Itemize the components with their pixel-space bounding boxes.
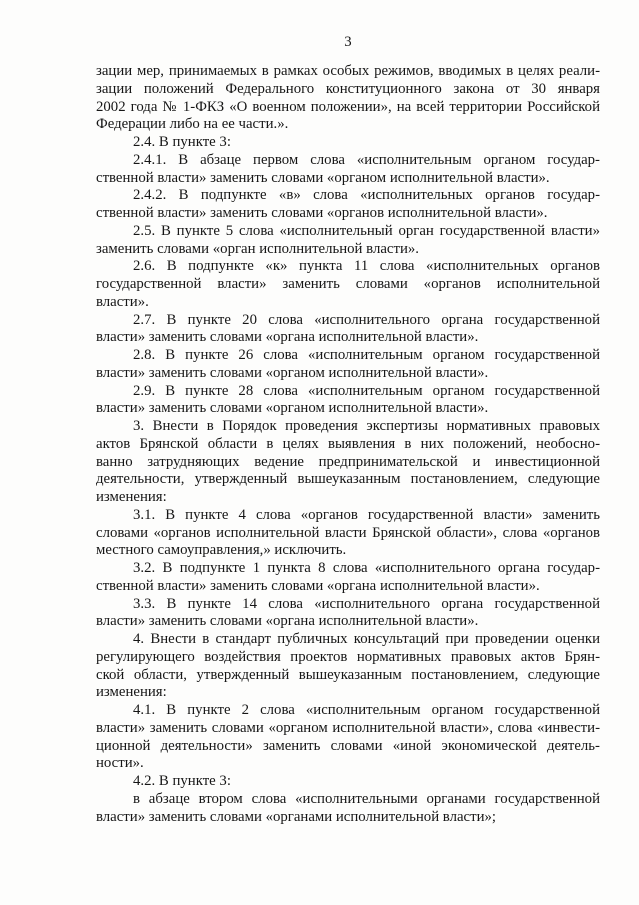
paragraph <box>96 223 600 259</box>
text-line: заменить словами «орган исполнительной власти». <box>96 240 419 257</box>
text-line: 2002 года № 1-ФКЗ «О военном положении», на всей территории Российской <box>96 98 600 115</box>
text-line: ности». <box>96 755 144 772</box>
text-line: ванно затрудняющих ведение предпринимательской и инвестиционной <box>96 453 600 470</box>
text-line: словами «органов исполнительной власти Брянской области», слова «органов <box>96 524 600 541</box>
paragraph <box>96 702 600 773</box>
paragraph <box>96 507 600 560</box>
paragraph <box>96 791 600 827</box>
text-line: власти» заменить словами «органом исполнительной власти», слова «инвести- <box>96 719 600 736</box>
text-line: ственной власти» заменить словами «органов исполнительной власти». <box>96 205 548 221</box>
text-line: власти» заменить словами «органа исполнительной власти». <box>96 613 479 630</box>
text-line: власти». <box>96 293 149 310</box>
text-line: 3.2. В подпункте 1 пункта 8 слова «исполнительного органа государ- <box>133 560 600 576</box>
text-line: 3.3. В пункте 14 слова «исполнительного органа государственной <box>133 595 600 612</box>
paragraph <box>96 383 600 419</box>
paragraph <box>96 596 600 632</box>
text-line: 4.1. В пункте 2 слова «исполнительным органом государственной <box>133 702 600 718</box>
text-line: Федерации либо на ее части.». <box>96 116 289 133</box>
text-line: 2.9. В пункте 28 слова «исполнительным органом государственной <box>133 382 600 399</box>
text-line: 2.7. В пункте 20 слова «исполнительного органа государственной <box>133 311 600 328</box>
text-line: местного самоуправления,» исключить. <box>96 542 347 559</box>
paragraph <box>96 152 600 188</box>
paragraph <box>96 63 600 134</box>
text-line: 2.5. В пункте 5 слова «исполнительный орган государственной власти» <box>133 222 600 239</box>
text-line: 3. Внести в Порядок проведения экспертизы нормативных правовых <box>133 418 600 434</box>
paragraph <box>96 347 600 383</box>
text-line: ской области, утвержденный вышеуказанным постановлением, следующие <box>96 666 600 683</box>
paragraph <box>96 187 600 223</box>
text-line: 3.1. В пункте 4 слова «органов государственной власти» заменить <box>133 506 600 523</box>
paragraph <box>96 258 600 311</box>
text-line: ционной деятельности» заменить словами «иной экономической деятель- <box>96 737 600 754</box>
text-line: государственной власти» заменить словами «органов исполнительной <box>96 276 600 292</box>
document-body <box>96 63 600 826</box>
text-line: власти» заменить словами «органа исполнительной власти». <box>96 329 479 346</box>
text-line: изменения: <box>96 684 167 701</box>
paragraph <box>96 418 600 507</box>
text-line: зации мер, принимаемых в рамках особых режимов, вводимых в целях реали- <box>96 63 600 79</box>
page-number: 3 <box>344 34 352 50</box>
text-line: власти» заменить словами «органом исполнительной власти». <box>96 400 489 417</box>
paragraph <box>96 134 600 152</box>
text-line: 2.6. В подпункте «к» пункта 11 слова «исполнительных органов <box>133 258 600 275</box>
text-line: 2.4.1. В абзаце первом слова «исполнительным органом государ- <box>133 151 600 168</box>
text-line: зации положений Федерального конституционного закона от 30 января <box>96 80 600 97</box>
text-line: ственной власти» заменить словами «органом исполнительной власти». <box>96 169 550 186</box>
paragraph <box>96 631 600 702</box>
text-line: изменения: <box>96 489 167 505</box>
paragraph <box>96 312 600 348</box>
text-line: деятельности, утвержденный вышеуказанным постановлением, следующие <box>96 471 600 488</box>
text-line: 2.8. В пункте 26 слова «исполнительным органом государственной <box>133 347 600 363</box>
text-line: ственной власти» заменить словами «органа исполнительной власти». <box>96 577 540 594</box>
text-line: в абзаце втором слова «исполнительными органами государственной <box>133 790 600 807</box>
text-line: 2.4. В пункте 3: <box>133 134 231 150</box>
text-line: власти» заменить словами «органами исполнительной власти»; <box>96 808 497 825</box>
text-line: 4.2. В пункте 3: <box>133 773 231 789</box>
paragraph <box>96 773 600 791</box>
text-line: власти» заменить словами «органом исполнительной власти». <box>96 364 489 381</box>
text-line: регулирующего воздействия проектов нормативных правовых актов Брян- <box>96 648 600 665</box>
text-line: актов Брянской области в целях выявления в них положений, необосно- <box>96 435 600 452</box>
paragraph <box>96 560 600 596</box>
text-line: 2.4.2. В подпункте «в» слова «исполнительных органов государ- <box>133 187 600 204</box>
text-line: 4. Внести в стандарт публичных консультаций при проведении оценки <box>133 631 600 647</box>
